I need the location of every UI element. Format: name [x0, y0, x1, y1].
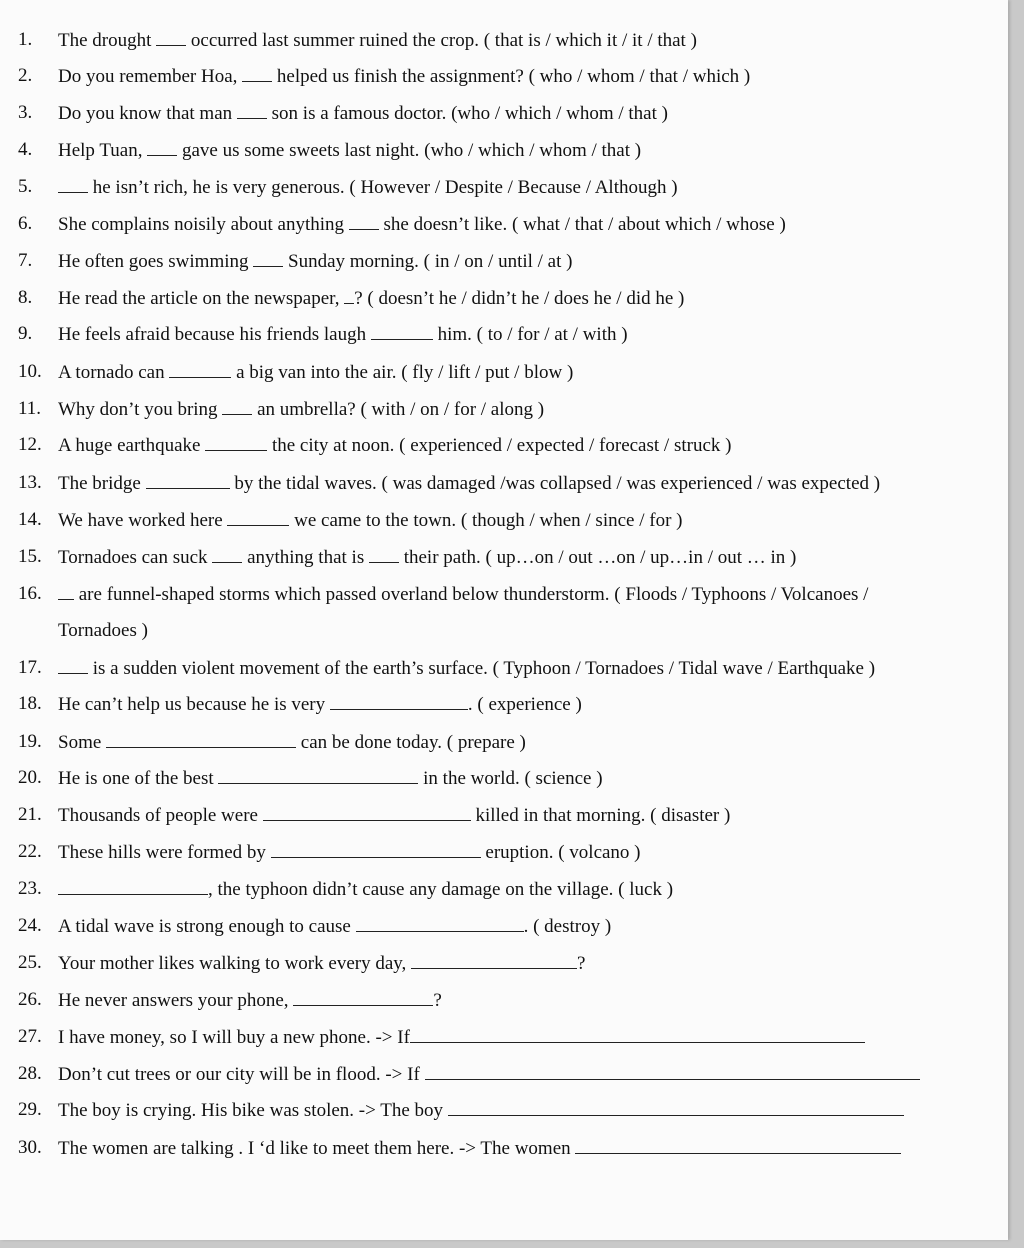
question-text: Some	[58, 732, 102, 753]
question-text: He feels afraid because his friends laugh	[58, 324, 367, 345]
question-text: Tornadoes can suck	[58, 547, 208, 568]
question-number: 9.	[18, 323, 33, 344]
question-number: 25.	[18, 952, 42, 973]
question-text-rest: ? ( doesn’t he / didn’t he / does he / did he )	[354, 288, 685, 309]
question-number: 1.	[18, 29, 33, 50]
question-number: 17.	[18, 657, 42, 678]
question-text-continued: Tornadoes )	[58, 620, 148, 641]
question-text-rest: ?	[433, 990, 442, 1011]
answer-blank[interactable]	[58, 656, 88, 674]
question-number: 22.	[18, 841, 42, 862]
question-number: 11.	[18, 398, 42, 419]
question-number: 27.	[18, 1026, 42, 1047]
question-number: 15.	[18, 546, 42, 567]
answer-blank[interactable]	[356, 914, 524, 932]
answer-blank[interactable]	[218, 766, 418, 784]
answer-blank[interactable]	[575, 1136, 901, 1154]
question-text: Help Tuan,	[58, 140, 143, 161]
question-text: These hills were formed by	[58, 842, 266, 863]
question-number: 14.	[18, 509, 42, 530]
answer-blank[interactable]	[222, 397, 252, 415]
question-text: He read the article on the newspaper,	[58, 288, 340, 309]
question-text: He never answers your phone,	[58, 990, 289, 1011]
question-text-rest: . ( destroy )	[523, 916, 612, 937]
question-text: The bridge	[58, 473, 141, 494]
answer-blank[interactable]	[425, 1062, 920, 1080]
question-text-rest: the city at noon. ( experienced / expected / forecast / struck )	[271, 435, 732, 456]
answer-blank[interactable]	[58, 175, 88, 193]
question-text: The women are talking . I ‘d like to meet them here. -> The women	[58, 1138, 571, 1159]
question-number: 28.	[18, 1063, 42, 1084]
question-text: Do you know that man	[58, 103, 233, 124]
question-number: 7.	[18, 250, 33, 271]
question-text: He often goes swimming	[58, 251, 249, 272]
question-number: 19.	[18, 731, 42, 752]
question-text-rest: gave us some sweets last night. (who / which / whom / that )	[181, 140, 642, 161]
question-text-rest: killed in that morning. ( disaster )	[475, 805, 731, 826]
question-text-rest: their path. ( up…on / out …on / up…in / out … in )	[403, 547, 797, 568]
question-text-rest: helped us finish the assignment? ( who / whom / that / which )	[276, 66, 751, 87]
question-number: 18.	[18, 693, 42, 714]
question-text-rest: occurred last summer ruined the crop. ( that is / which it / it / that )	[190, 30, 697, 51]
answer-blank[interactable]	[169, 360, 231, 378]
question-text: Why don’t you bring	[58, 399, 218, 420]
question-text: Don’t cut trees or our city will be in flood. -> If	[58, 1064, 420, 1085]
question-number: 5.	[18, 176, 33, 197]
question-text-rest: in the world. ( science )	[423, 768, 603, 789]
answer-blank[interactable]	[410, 1025, 865, 1043]
question-text-rest: by the tidal waves. ( was damaged /was collapsed / was experienced / was expected )	[234, 473, 881, 494]
question-text-rest: . ( experience )	[467, 694, 582, 715]
question-text: A tidal wave is strong enough to cause	[58, 916, 351, 937]
question-text: He can’t help us because he is very	[58, 694, 326, 715]
answer-blank[interactable]	[146, 471, 230, 489]
answer-blank[interactable]	[448, 1098, 904, 1116]
question-text-rest: she doesn’t like. ( what / that / about which / whose )	[383, 214, 786, 235]
question-text-rest: son is a famous doctor. (who / which / whom / that )	[271, 103, 668, 124]
answer-blank[interactable]	[271, 840, 481, 858]
answer-blank[interactable]	[147, 138, 177, 156]
question-number: 16.	[18, 583, 42, 604]
answer-blank[interactable]	[237, 101, 267, 119]
question-text: Do you remember Hoa,	[58, 66, 238, 87]
question-text-rest: he isn’t rich, he is very generous. ( However / Despite / Because / Although )	[92, 177, 678, 198]
question-number: 6.	[18, 213, 33, 234]
answer-blank[interactable]	[58, 582, 74, 600]
answer-blank[interactable]	[156, 28, 186, 46]
question-number: 10.	[18, 361, 42, 382]
answer-blank[interactable]	[344, 286, 354, 304]
answer-blank[interactable]	[205, 433, 267, 451]
question-text-rest: an umbrella? ( with / on / for / along )	[257, 399, 545, 420]
question-text-rest: we came to the town. ( though / when / since / for )	[294, 510, 683, 531]
question-text-rest: eruption. ( volcano )	[485, 842, 641, 863]
question-number: 24.	[18, 915, 42, 936]
question-number: 3.	[18, 102, 33, 123]
question-number: 8.	[18, 287, 33, 308]
question-text-rest: ?	[577, 953, 586, 974]
question-text: He is one of the best	[58, 768, 214, 789]
answer-blank[interactable]	[253, 249, 283, 267]
answer-blank[interactable]	[242, 64, 272, 82]
question-text-rest: is a sudden violent movement of the earth’s surface. ( Typhoon / Tornadoes / Tidal wave / Earthquake )	[92, 658, 876, 679]
question-text: We have worked here	[58, 510, 223, 531]
question-number: 30.	[18, 1137, 42, 1158]
answer-blank[interactable]	[369, 545, 399, 563]
question-number: 23.	[18, 878, 42, 899]
answer-blank[interactable]	[371, 322, 433, 340]
question-text: Thousands of people were	[58, 805, 258, 826]
question-text: A huge earthquake	[58, 435, 201, 456]
answer-blank[interactable]	[106, 730, 296, 748]
answer-blank[interactable]	[212, 545, 242, 563]
answer-blank[interactable]	[227, 508, 289, 526]
answer-blank[interactable]	[293, 988, 433, 1006]
answer-blank[interactable]	[263, 803, 471, 821]
question-text-rest: are funnel-shaped storms which passed overland below thunderstorm. ( Floods / Typhoons / Volcanoes /	[78, 584, 869, 605]
answer-blank[interactable]	[330, 692, 468, 710]
question-text-rest: a big van into the air. ( fly / lift / put / blow )	[236, 362, 574, 383]
question-text: Your mother likes walking to work every day,	[58, 953, 407, 974]
question-text-rest: can be done today. ( prepare )	[300, 732, 526, 753]
question-text: The boy is crying. His bike was stolen. -> The boy	[58, 1100, 444, 1121]
answer-blank[interactable]	[349, 212, 379, 230]
answer-blank[interactable]	[58, 877, 208, 895]
question-number: 29.	[18, 1099, 42, 1120]
question-text-rest: , the typhoon didn’t cause any damage on the village. ( luck )	[208, 879, 674, 900]
question-number: 13.	[18, 472, 42, 493]
question-number: 21.	[18, 804, 42, 825]
question-number: 12.	[18, 434, 42, 455]
question-number: 4.	[18, 139, 33, 160]
question-number: 20.	[18, 767, 42, 788]
question-text: A tornado can	[58, 362, 165, 383]
question-text-rest: him. ( to / for / at / with )	[437, 324, 628, 345]
question-text-mid: anything that is	[247, 547, 365, 568]
question-number: 2.	[18, 65, 33, 86]
answer-blank[interactable]	[411, 951, 577, 969]
question-number: 26.	[18, 989, 42, 1010]
question-text: She complains noisily about anything	[58, 214, 345, 235]
question-text: The drought	[58, 30, 152, 51]
question-text-rest: Sunday morning. ( in / on / until / at )	[288, 251, 573, 272]
question-text: I have money, so I will buy a new phone. -> If	[58, 1027, 410, 1048]
